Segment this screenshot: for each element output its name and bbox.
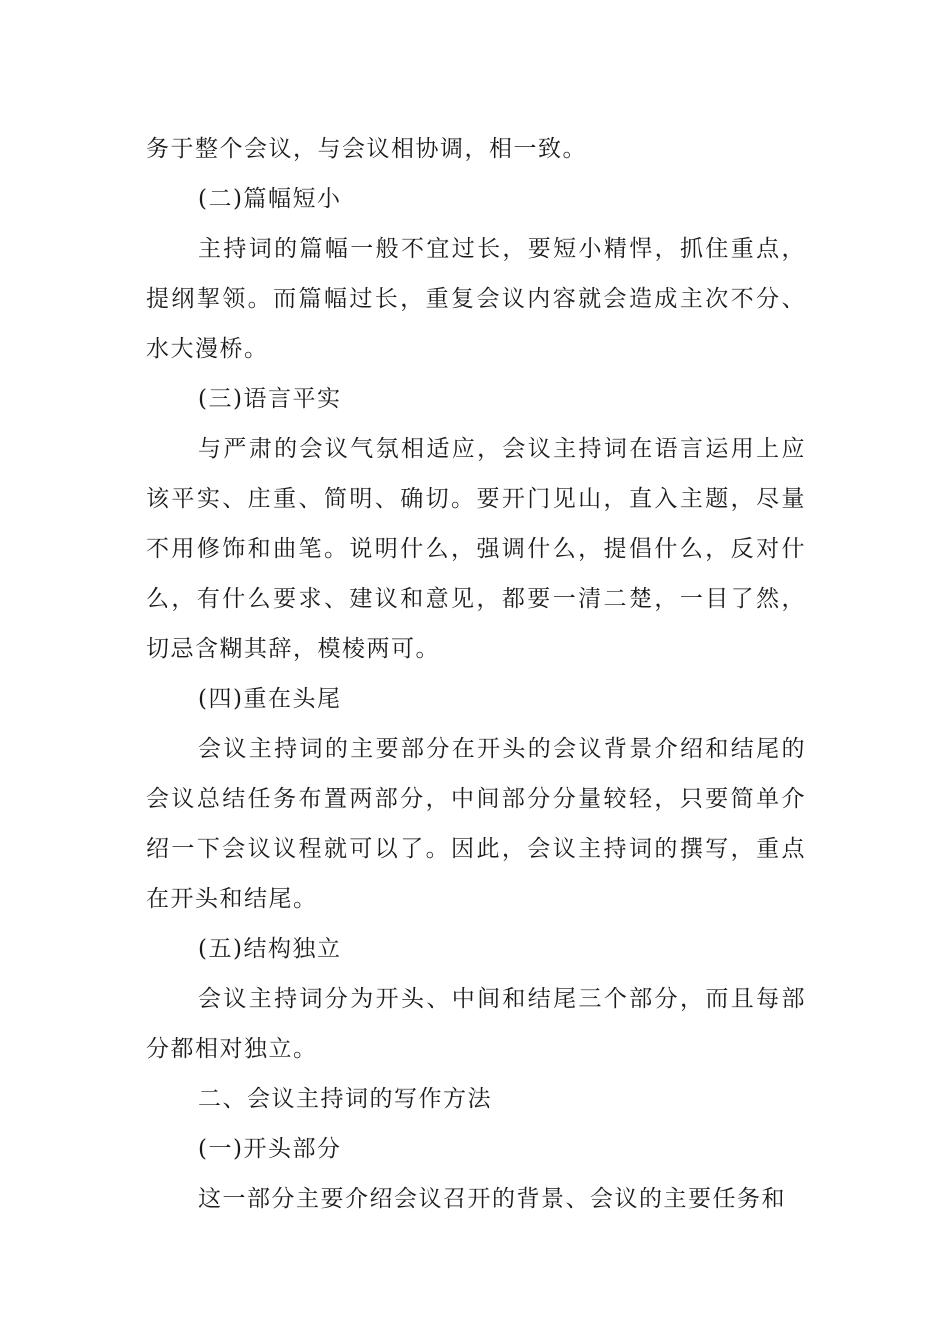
paragraph-head-tail: 会议主持词的主要部分在开头的会议背景介绍和结尾的会议总结任务布置两部分，中间部分分量较轻，只要简单介绍一下会议议程就可以了。因此，会议主持词的撰写，重点在开头和结尾。 [146,736,806,912]
section-heading-structure: (五)结构独立 [198,936,342,962]
paragraph-language: 与严肃的会议气氛相适应，会议主持词在语言运用上应该平实、庄重、简明、确切。要开门见山，直入主题，尽量不用修饰和曲笔。说明什么，强调什么，提倡什么，反对什么，有什么要求、建议和意见，都要一清二楚，一目了然，切忌含糊其辞，模棱两可。 [146,436,806,662]
document-page [146,124,806,1224]
chapter-heading-writing-method: 二、会议主持词的写作方法 [198,1086,492,1112]
paragraph-continuation: 务于整个会议，与会议相协调，相一致。 [146,136,587,162]
section-heading-length: (二)篇幅短小 [198,186,342,212]
section-heading-language: (三)语言平实 [198,386,342,412]
paragraph-opening: 这一部分主要介绍会议召开的背景、会议的主要任务和 [198,1186,786,1212]
paragraph-length: 主持词的篇幅一般不宜过长，要短小精悍，抓住重点，提纲挈领。而篇幅过长，重复会议内容就会造成主次不分、水大漫桥。 [146,236,806,362]
section-heading-head-tail: (四)重在头尾 [198,686,342,712]
section-heading-opening: (一)开头部分 [198,1136,342,1162]
paragraph-structure: 会议主持词分为开头、中间和结尾三个部分，而且每部分都相对独立。 [146,986,806,1062]
